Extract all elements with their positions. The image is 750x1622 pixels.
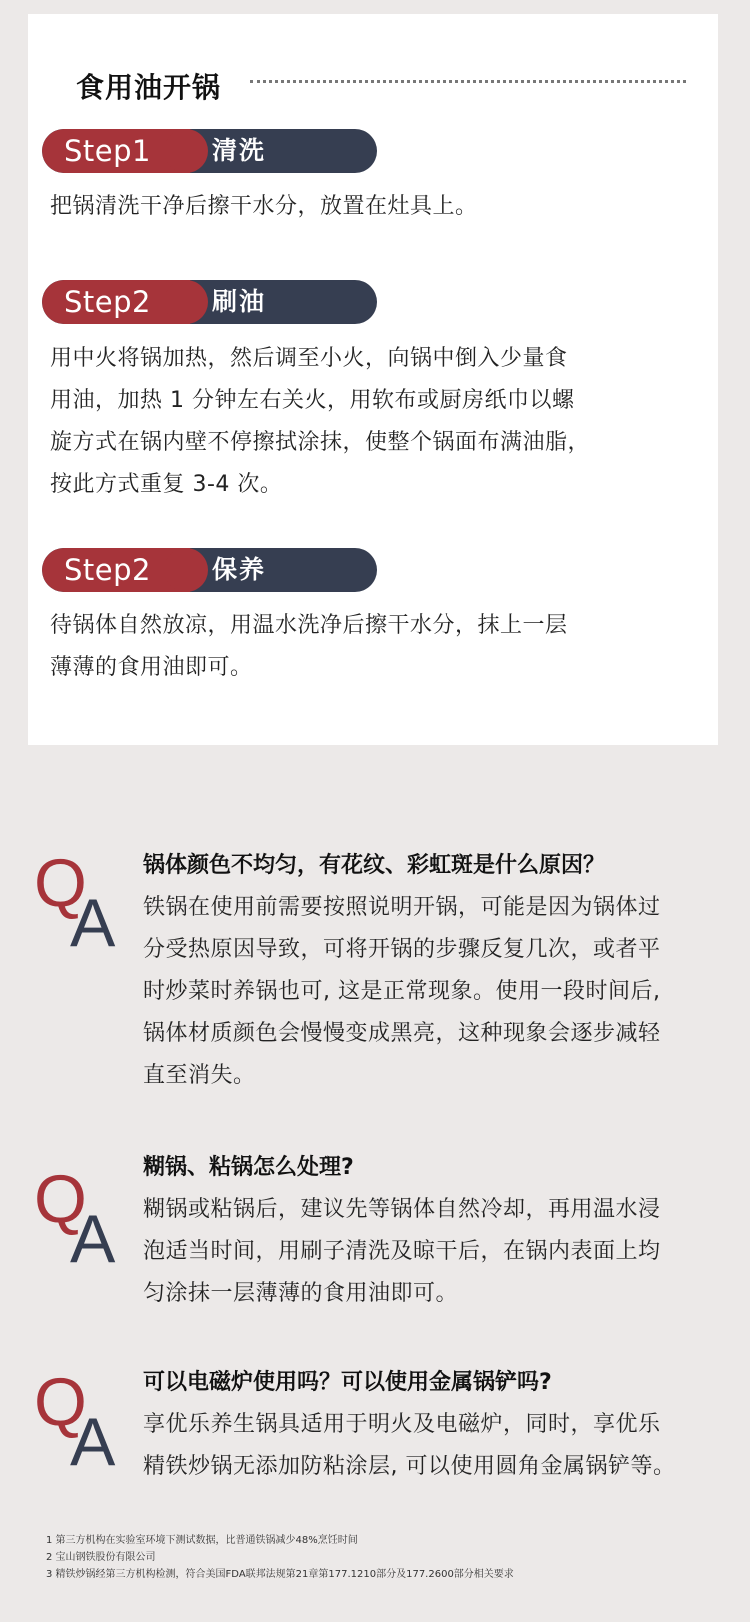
qa-logo-icon <box>32 1367 132 1467</box>
qa-answer-line: 分受热原因导致，可将开锅的步骤反复几次，或者平 <box>143 937 661 962</box>
qa-answer <box>143 887 733 1097</box>
qa-item <box>143 845 733 1097</box>
step-2-number: Step2 <box>64 285 151 319</box>
step-1-pill <box>42 129 377 173</box>
title-dotted-rule <box>250 80 686 83</box>
qa-logo-icon <box>32 1164 132 1264</box>
qa-q-letter: Q <box>34 848 87 921</box>
step-3-number: Step2 <box>64 553 151 587</box>
step-3-pill <box>42 548 377 592</box>
qa-answer-line: 匀涂抹一层薄薄的食用油即可。 <box>143 1281 459 1306</box>
step-2-label: 刷油 <box>212 287 267 316</box>
qa-logo-icon <box>32 848 132 948</box>
step-1-label: 清洗 <box>212 136 267 165</box>
step-2-line: 按此方式重复 3-4 次。 <box>50 472 283 497</box>
step-3-label: 保养 <box>212 555 267 584</box>
qa-question: 糊锅、粘锅怎么处理? <box>143 1155 354 1180</box>
step-2-line: 用油，加热 1 分钟左右关火，用软布或厨房纸巾以螺 <box>50 388 575 413</box>
qa-answer-line: 直至消失。 <box>143 1063 256 1088</box>
step-3-line: 待锅体自然放凉，用温水洗净后擦干水分，抹上一层 <box>50 613 568 638</box>
step-2-text <box>50 338 690 506</box>
qa-q-letter: Q <box>34 1367 87 1440</box>
step-3-line: 薄薄的食用油即可。 <box>50 655 253 680</box>
qa-question: 锅体颜色不均匀，有花纹、彩虹斑是什么原因？ <box>143 853 606 878</box>
instruction-card <box>28 14 718 745</box>
qa-q-letter: Q <box>34 1164 87 1237</box>
qa-answer-line: 精铁炒锅无添加防粘涂层, 可以使用圆角金属锅铲等。 <box>143 1454 676 1479</box>
qa-answer-line: 时炒菜时养锅也可, 这是正常现象。使用一段时间后, <box>143 979 661 1004</box>
step-1-line: 把锅清洗干净后擦干水分，放置在灶具上。 <box>50 194 478 219</box>
qa-answer <box>143 1189 733 1315</box>
step-1-text <box>50 186 690 228</box>
qa-answer-line: 泡适当时间，用刷子清洗及晾干后，在锅内表面上均 <box>143 1239 661 1264</box>
qa-a-letter: A <box>70 1404 116 1467</box>
qa-answer-line: 锅体材质颜色会慢慢变成黑亮，这种现象会逐步减轻 <box>143 1021 661 1046</box>
step-3-text <box>50 605 690 689</box>
step-2-line: 旋方式在锅内壁不停擦拭涂抹，使整个锅面布满油脂， <box>50 430 591 455</box>
qa-question: 可以电磁炉使用吗？可以使用金属锅铲吗? <box>143 1370 552 1395</box>
step-2-pill <box>42 280 377 324</box>
qa-item <box>143 1147 733 1315</box>
footnote: 3 精铁炒锅经第三方机构检测，符合美国FDA联邦法规第21章第177.1210部分及177.2600部分相关要求 <box>46 1569 514 1580</box>
step-1-number: Step1 <box>64 134 151 168</box>
qa-a-letter: A <box>70 885 116 948</box>
footnotes <box>46 1532 514 1583</box>
footnote: 1 第三方机构在实验室环境下测试数据，比普通铁锅减少48%烹饪时间 <box>46 1535 358 1546</box>
qa-a-letter: A <box>70 1201 116 1264</box>
footnote: 2 宝山钢铁股份有限公司 <box>46 1552 156 1563</box>
qa-item <box>143 1362 733 1488</box>
qa-answer-line: 享优乐养生锅具适用于明火及电磁炉，同时，享优乐 <box>143 1412 661 1437</box>
card-title: 食用油开锅 <box>76 71 222 104</box>
qa-answer-line: 铁锅在使用前需要按照说明开锅，可能是因为锅体过 <box>143 895 661 920</box>
step-2-line: 用中火将锅加热，然后调至小火，向锅中倒入少量食 <box>50 346 568 371</box>
qa-answer <box>143 1404 733 1488</box>
qa-answer-line: 糊锅或粘锅后，建议先等锅体自然冷却，再用温水浸 <box>143 1197 661 1222</box>
